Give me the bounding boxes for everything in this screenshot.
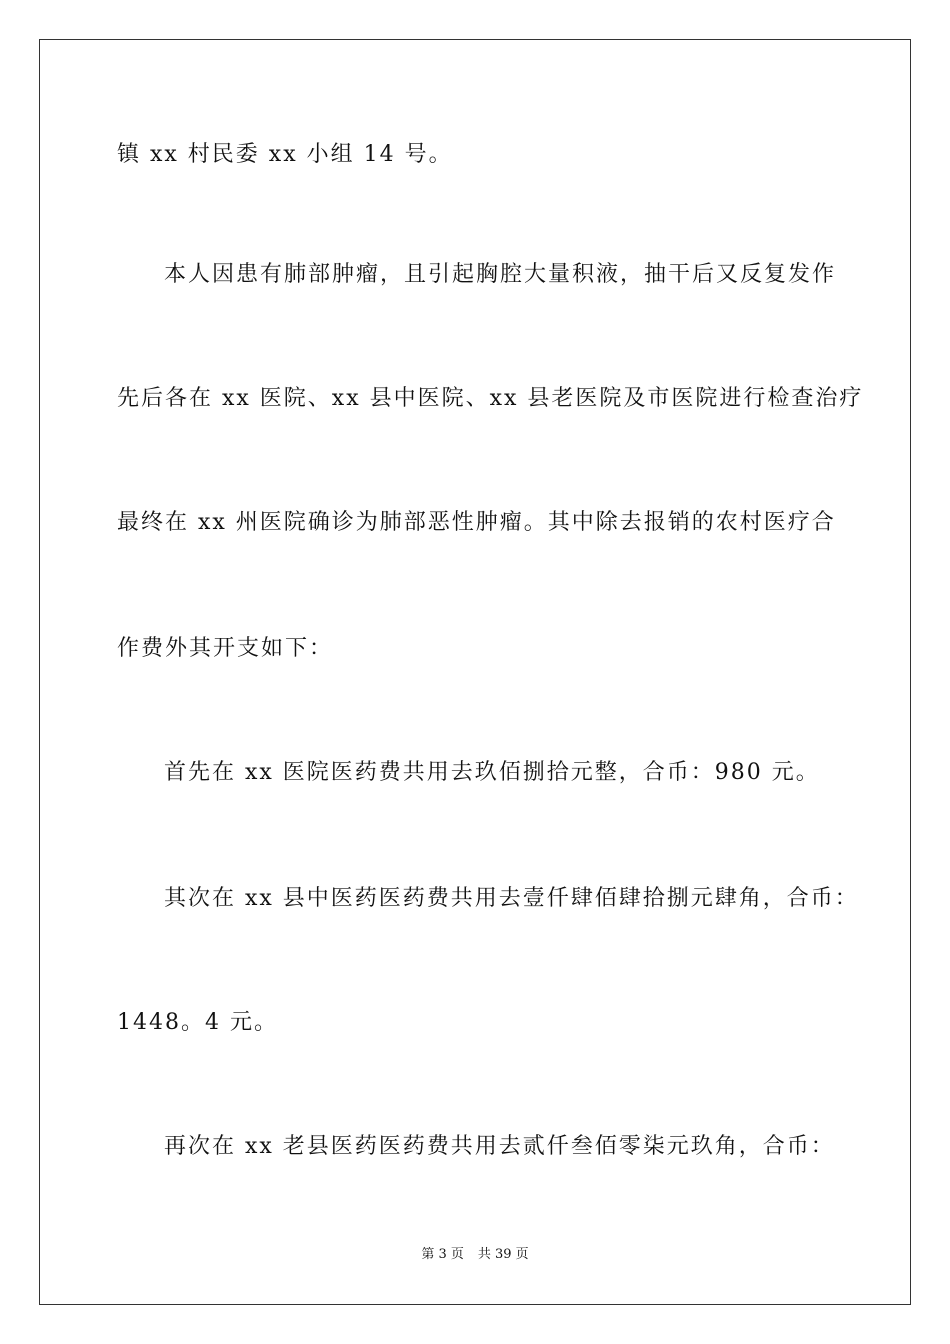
page-number: 第 3 页 bbox=[421, 1247, 464, 1262]
page-total: 共 39 页 bbox=[477, 1247, 529, 1262]
body-line-4: 最终在 xx 州医院确诊为肺部恶性肿瘤。其中除去报销的农村医疗合 bbox=[117, 510, 836, 535]
body-line-7: 其次在 xx 县中医药医药费共用去壹仟肆佰肆拾捌元肆角，合币： bbox=[164, 886, 859, 911]
page-border bbox=[39, 39, 911, 1305]
body-line-8: 1448。4 元。 bbox=[117, 1010, 278, 1035]
body-line-3: 先后各在 xx 医院、xx 县中医院、xx 县老医院及市医院进行检查治疗 bbox=[117, 386, 864, 411]
body-line-2: 本人因患有肺部肿瘤，且引起胸腔大量积液，抽干后又反复发作 bbox=[164, 262, 837, 287]
page-footer bbox=[0, 1246, 950, 1264]
body-line-5: 作费外其开支如下： bbox=[117, 636, 334, 661]
body-line-1: 镇 xx 村民委 xx 小组 14 号。 bbox=[117, 142, 453, 167]
body-line-9: 再次在 xx 老县医药医药费共用去贰仟叁佰零柒元玖角，合币： bbox=[164, 1134, 835, 1159]
body-line-6: 首先在 xx 医院医药费共用去玖佰捌拾元整，合币：980 元。 bbox=[164, 760, 820, 785]
